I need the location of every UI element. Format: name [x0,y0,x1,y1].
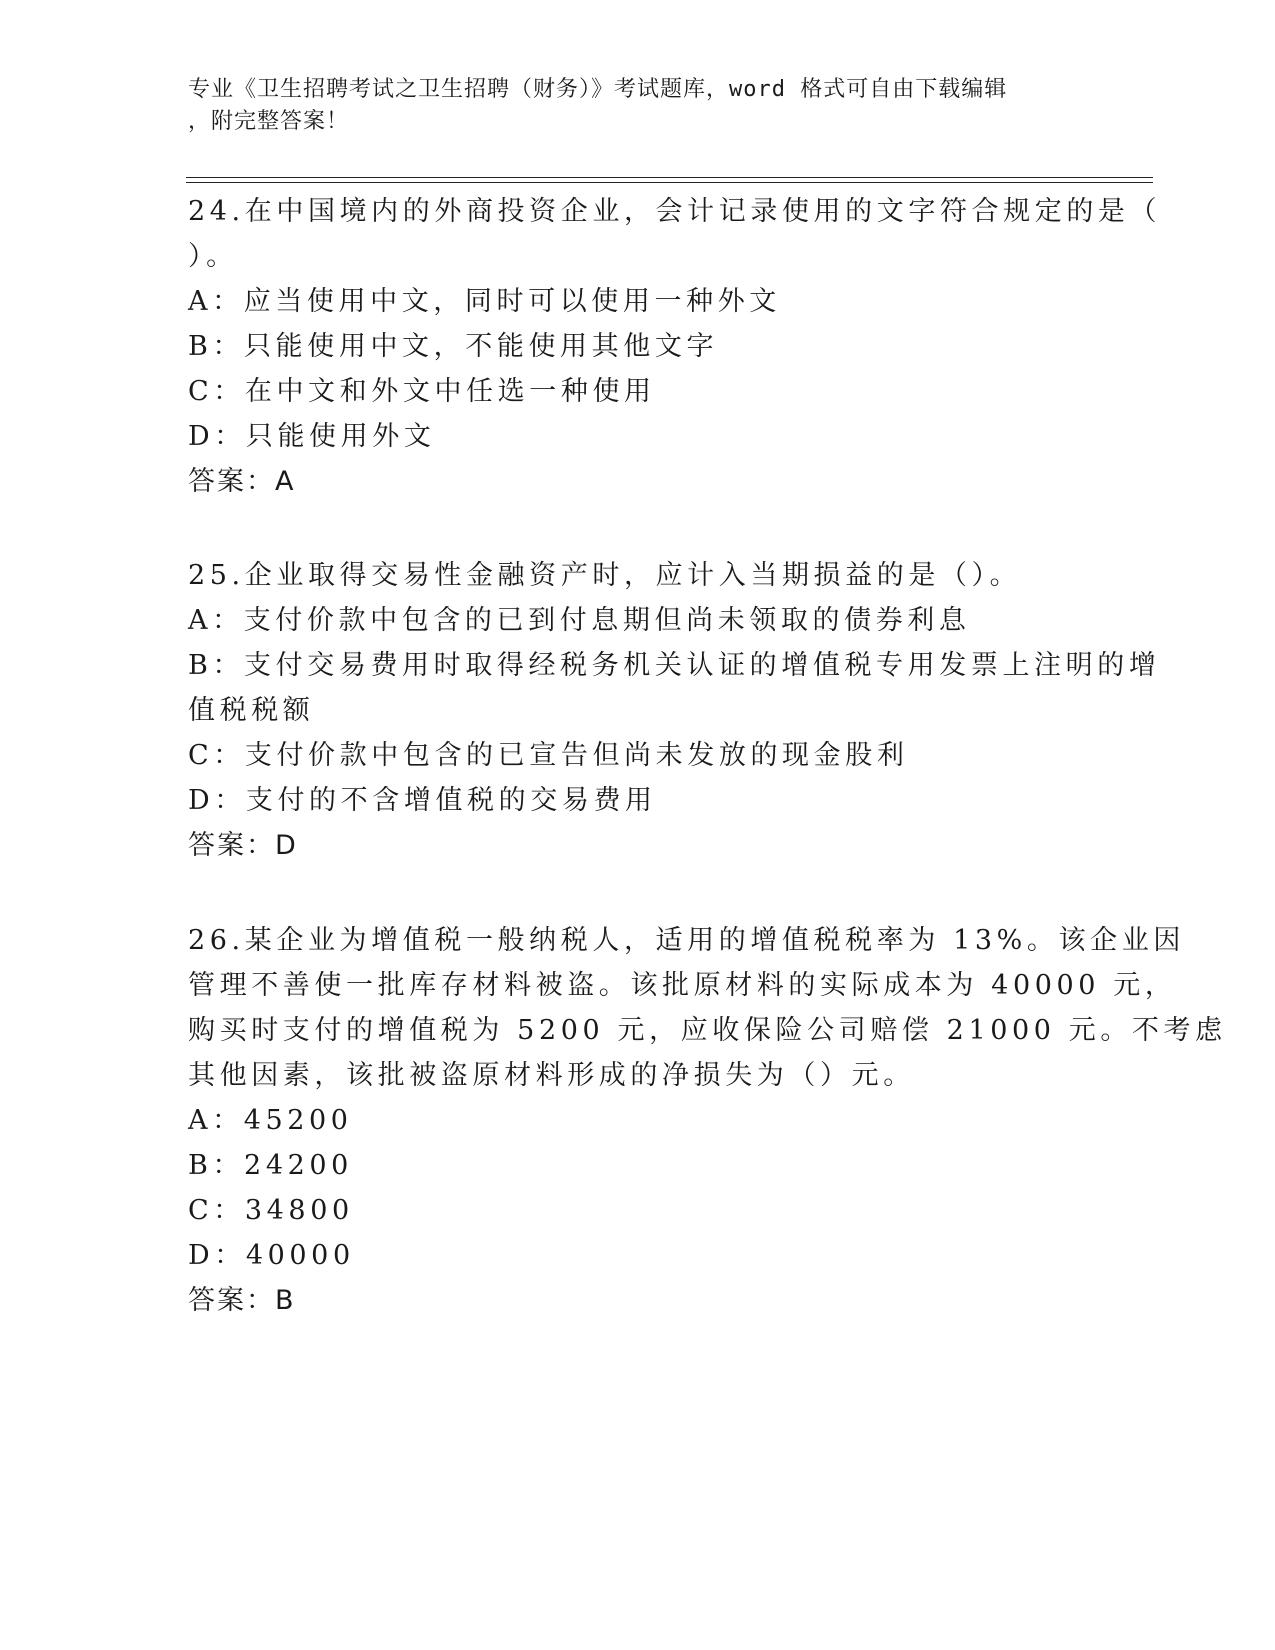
option-c: C：支付价款中包含的已宣告但尚未发放的现金股利 [188,740,909,771]
answer-line: 答案：B [188,1285,296,1316]
header-divider [186,177,1153,178]
header-line: 专业《卫生招聘考试之卫生招聘（财务）》考试题库，word 格式可自由下载编辑 [188,77,1008,102]
question-24 [188,189,1162,504]
option-b: B：只能使用中文，不能使用其他文字 [188,331,719,362]
option-a: A：45200 [188,1105,353,1136]
option-a: A：支付价款中包含的已到付息期但尚未领取的债券利息 [188,605,971,636]
question-stem-line: 其他因素，该批被盗原材料形成的净损失为（）元。 [188,1060,915,1091]
option-b: B：24200 [188,1150,353,1181]
header-line: ，附完整答案！ [188,109,350,134]
option-d: D：支付的不含增值税的交易费用 [188,785,657,816]
question-stem-line: 管理不善使一批库存材料被盗。该批原材料的实际成本为 40000 元， [188,970,1177,1001]
option-c: C：在中文和外文中任选一种使用 [188,376,656,407]
question-stem-line: ）。 [188,241,238,272]
option-d: D：只能使用外文 [188,421,436,452]
option-b-continuation: 值税税额 [188,695,315,726]
question-26 [188,918,1227,1323]
answer-line: 答案：A [188,466,296,497]
header-divider [186,182,1153,183]
option-c: C：34800 [188,1195,354,1226]
document-header [188,74,1068,138]
question-stem-line: 24.在中国境内的外商投资企业，会计记录使用的文字符合规定的是（ [188,196,1162,227]
option-d: D：40000 [188,1240,355,1271]
question-stem-line: 25.企业取得交易性金融资产时，应计入当期损益的是（）。 [188,560,1022,591]
question-25 [188,553,1161,868]
question-stem-line: 26.某企业为增值税一般纳税人，适用的增值税税率为 13%。该企业因 [188,925,1185,956]
option-b: B：支付交易费用时取得经税务机关认证的增值税专用发票上注明的增 [188,650,1161,681]
answer-line: 答案：D [188,830,298,861]
option-a: A：应当使用中文，同时可以使用一种外文 [188,286,781,317]
question-stem-line: 购买时支付的增值税为 5200 元，应收保险公司赔偿 21000 元。不考虑 [188,1015,1227,1046]
